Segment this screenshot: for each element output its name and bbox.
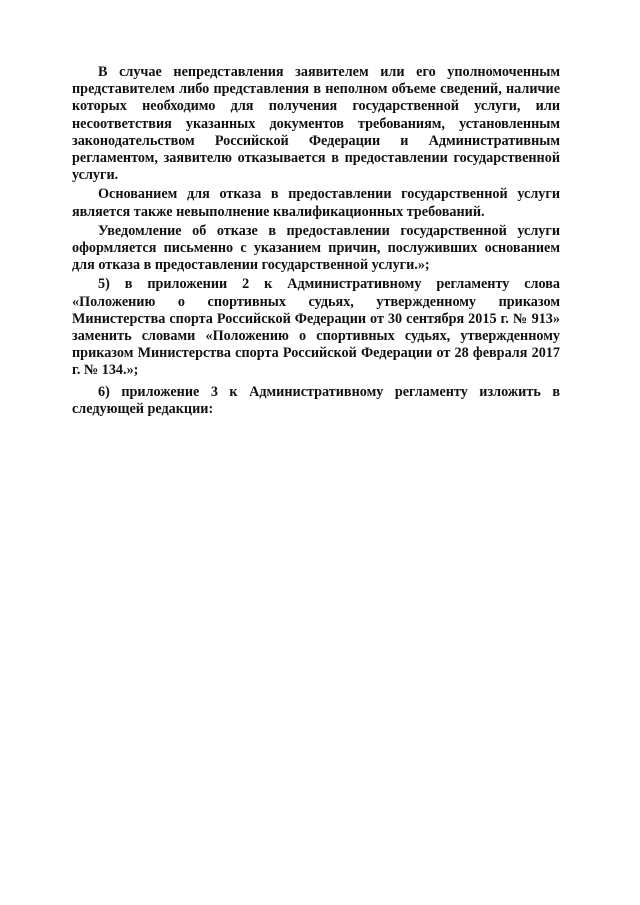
paragraph-qualification-requirements: Основанием для отказа в предоставлении государственной услуги является также невыполнение квалификационных требований. xyxy=(72,186,560,220)
document-page xyxy=(72,64,560,420)
paragraph-item-6: 6) приложение 3 к Административному регламенту изложить в следующей редакции: xyxy=(72,383,560,417)
paragraph-refusal-notice: Уведомление об отказе в предоставлении государственной услуги оформляется письменно с указанием причин, послуживших основанием для отказа в предоставлении государственной услуги.»; xyxy=(72,222,560,274)
paragraph-item-5: 5) в приложении 2 к Административному регламенту слова «Положению о спортивных судьях, утвержденному приказом Министерства спорта Российской Федерации от 30 сентября 2015 г. № 913» заменить словами «Положению о спортивных судьях, утвержденному приказом Министерства спорта Российской Федерации от 28 февраля 2017 г. № 134.»; xyxy=(72,276,560,379)
paragraph-refusal-grounds: В случае непредставления заявителем или его уполномоченным представителем либо представления в неполном объеме сведений, наличие которых необходимо для получения государственной услуги, или несоответствия указанных документов требованиям, установленным законодательством Российской Федерации и Административным регламентом, заявителю отказывается в предоставлении государственной услуги. xyxy=(72,64,560,184)
